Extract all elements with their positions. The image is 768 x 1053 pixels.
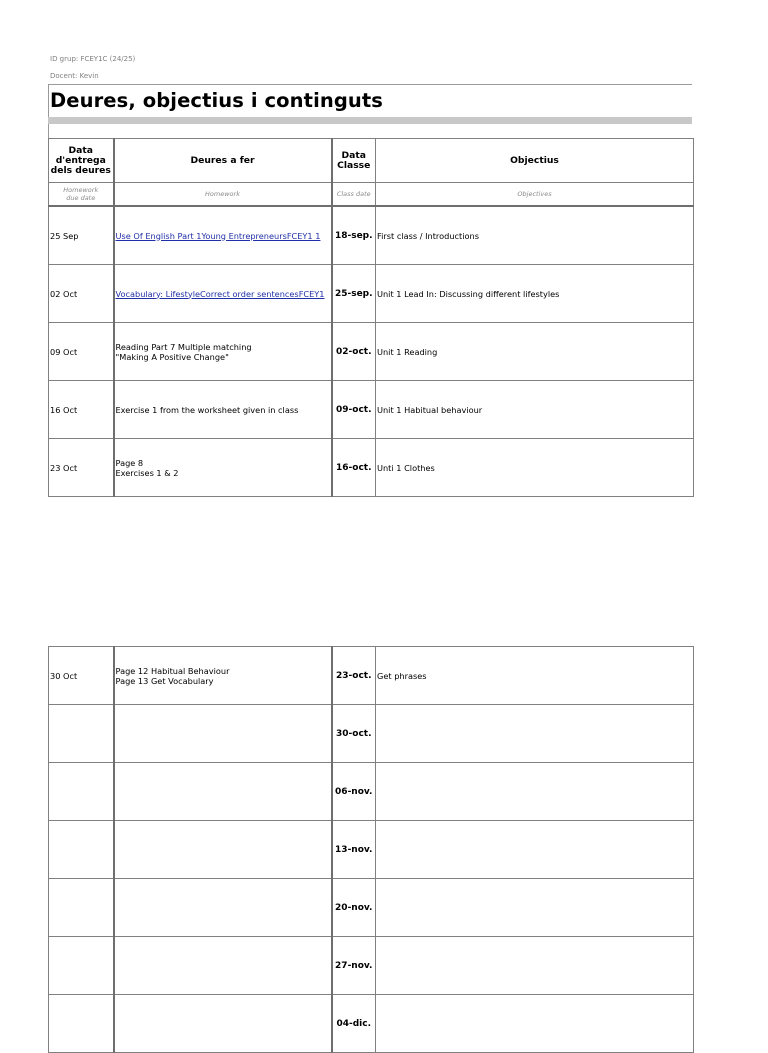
due-date-cell: 30 Oct [49, 647, 114, 705]
class-date-cell: 30-oct. [332, 705, 376, 763]
homework-text: Page 8 [115, 457, 144, 468]
col-class-date-header [332, 139, 376, 183]
teacher-line: Docent: Kevin [50, 72, 99, 80]
due-date-cell [49, 879, 114, 937]
table-row [49, 323, 694, 381]
objective-cell [376, 937, 694, 995]
due-date-cell [49, 821, 114, 879]
table-row [49, 439, 694, 497]
objective-cell: Unti 1 Clothes [376, 439, 694, 497]
objective-cell [376, 821, 694, 879]
table-subheader-row [49, 183, 694, 207]
class-date-cell: 27-nov. [332, 937, 376, 995]
due-date-cell [49, 705, 114, 763]
sub-due-date-line: Homework [63, 186, 99, 194]
homework-cell [114, 647, 332, 705]
title-underline-bar [48, 117, 692, 124]
col-due-date-header [49, 139, 114, 183]
table-row [49, 381, 694, 439]
header-rule [48, 84, 692, 85]
class-date-cell: 16-oct. [332, 439, 376, 497]
homework-cell[interactable] [114, 265, 332, 323]
table-header-row [49, 139, 694, 183]
table-row [49, 879, 694, 937]
homework-cell [114, 323, 332, 381]
class-date-cell: 02-oct. [332, 323, 376, 381]
homework-cell [114, 763, 332, 821]
class-date-cell: 04-dic. [332, 995, 376, 1053]
col-class-date-line: Classe [337, 159, 371, 171]
group-id-line: ID grup: FCEY1C (24/25) [50, 55, 136, 63]
due-date-cell: 25 Sep [49, 206, 114, 265]
table-row [49, 937, 694, 995]
due-date-cell [49, 937, 114, 995]
col-due-date-line: Data [68, 144, 93, 156]
homework-cell [114, 937, 332, 995]
objective-cell [376, 763, 694, 821]
sub-due-date [49, 183, 114, 207]
col-class-date-line: Data [341, 149, 366, 161]
sub-homework: Homework [114, 183, 332, 207]
homework-cell [114, 381, 332, 439]
homework-text: Page 12 Habitual Behaviour [115, 665, 230, 676]
homework-text: Reading Part 7 Multiple matching [115, 341, 252, 352]
homework-text: Exercise 1 from the worksheet given in class [115, 404, 299, 415]
due-date-cell: 09 Oct [49, 323, 114, 381]
col-due-date-line: dels deures [50, 164, 111, 176]
objective-cell: Unit 1 Lead In: Discussing different lifestyles [376, 265, 694, 323]
objective-cell: Unit 1 Reading [376, 323, 694, 381]
homework-cell [114, 439, 332, 497]
table-row [49, 705, 694, 763]
objective-cell: Unit 1 Habitual behaviour [376, 381, 694, 439]
homework-link[interactable]: Vocabulary: LifestyleCorrect order sentencesFCEY1 [115, 288, 325, 299]
sub-objectives: Objectives [376, 183, 694, 207]
objective-cell: First class / Introductions [376, 206, 694, 265]
homework-link[interactable]: Use Of English Part 1Young EntrepreneursFCEY1 1 [115, 230, 321, 241]
homework-table [48, 138, 694, 497]
class-date-cell: 25-sep. [332, 265, 376, 323]
class-date-cell: 13-nov. [332, 821, 376, 879]
class-date-cell: 23-oct. [332, 647, 376, 705]
due-date-cell: 02 Oct [49, 265, 114, 323]
homework-cell [114, 705, 332, 763]
due-date-cell: 23 Oct [49, 439, 114, 497]
due-date-cell: 16 Oct [49, 381, 114, 439]
table-row [49, 265, 694, 323]
objective-cell: Get phrases [376, 647, 694, 705]
table-row [49, 763, 694, 821]
objective-cell [376, 705, 694, 763]
sub-due-date-line: due date [66, 194, 96, 202]
class-date-cell: 09-oct. [332, 381, 376, 439]
homework-cell [114, 821, 332, 879]
page-title: Deures, objectius i continguts [50, 89, 384, 112]
header-left-border [48, 84, 49, 138]
table-row [49, 647, 694, 705]
class-date-cell: 06-nov. [332, 763, 376, 821]
class-date-cell: 18-sep. [332, 206, 376, 265]
objective-cell [376, 879, 694, 937]
homework-cell[interactable] [114, 206, 332, 265]
col-homework-header: Deures a fer [114, 139, 332, 183]
due-date-cell [49, 763, 114, 821]
homework-text: Page 13 Get Vocabulary [115, 675, 214, 686]
col-objectives-header: Objectius [376, 139, 694, 183]
homework-text: "Making A Positive Change" [115, 351, 229, 362]
sub-class-date: Class date [332, 183, 376, 207]
col-due-date-line: d'entrega [55, 154, 106, 166]
homework-table-continued [48, 646, 694, 1053]
homework-cell [114, 879, 332, 937]
homework-text: Exercises 1 & 2 [115, 467, 179, 478]
table-row [49, 821, 694, 879]
table-row [49, 206, 694, 265]
class-date-cell: 20-nov. [332, 879, 376, 937]
